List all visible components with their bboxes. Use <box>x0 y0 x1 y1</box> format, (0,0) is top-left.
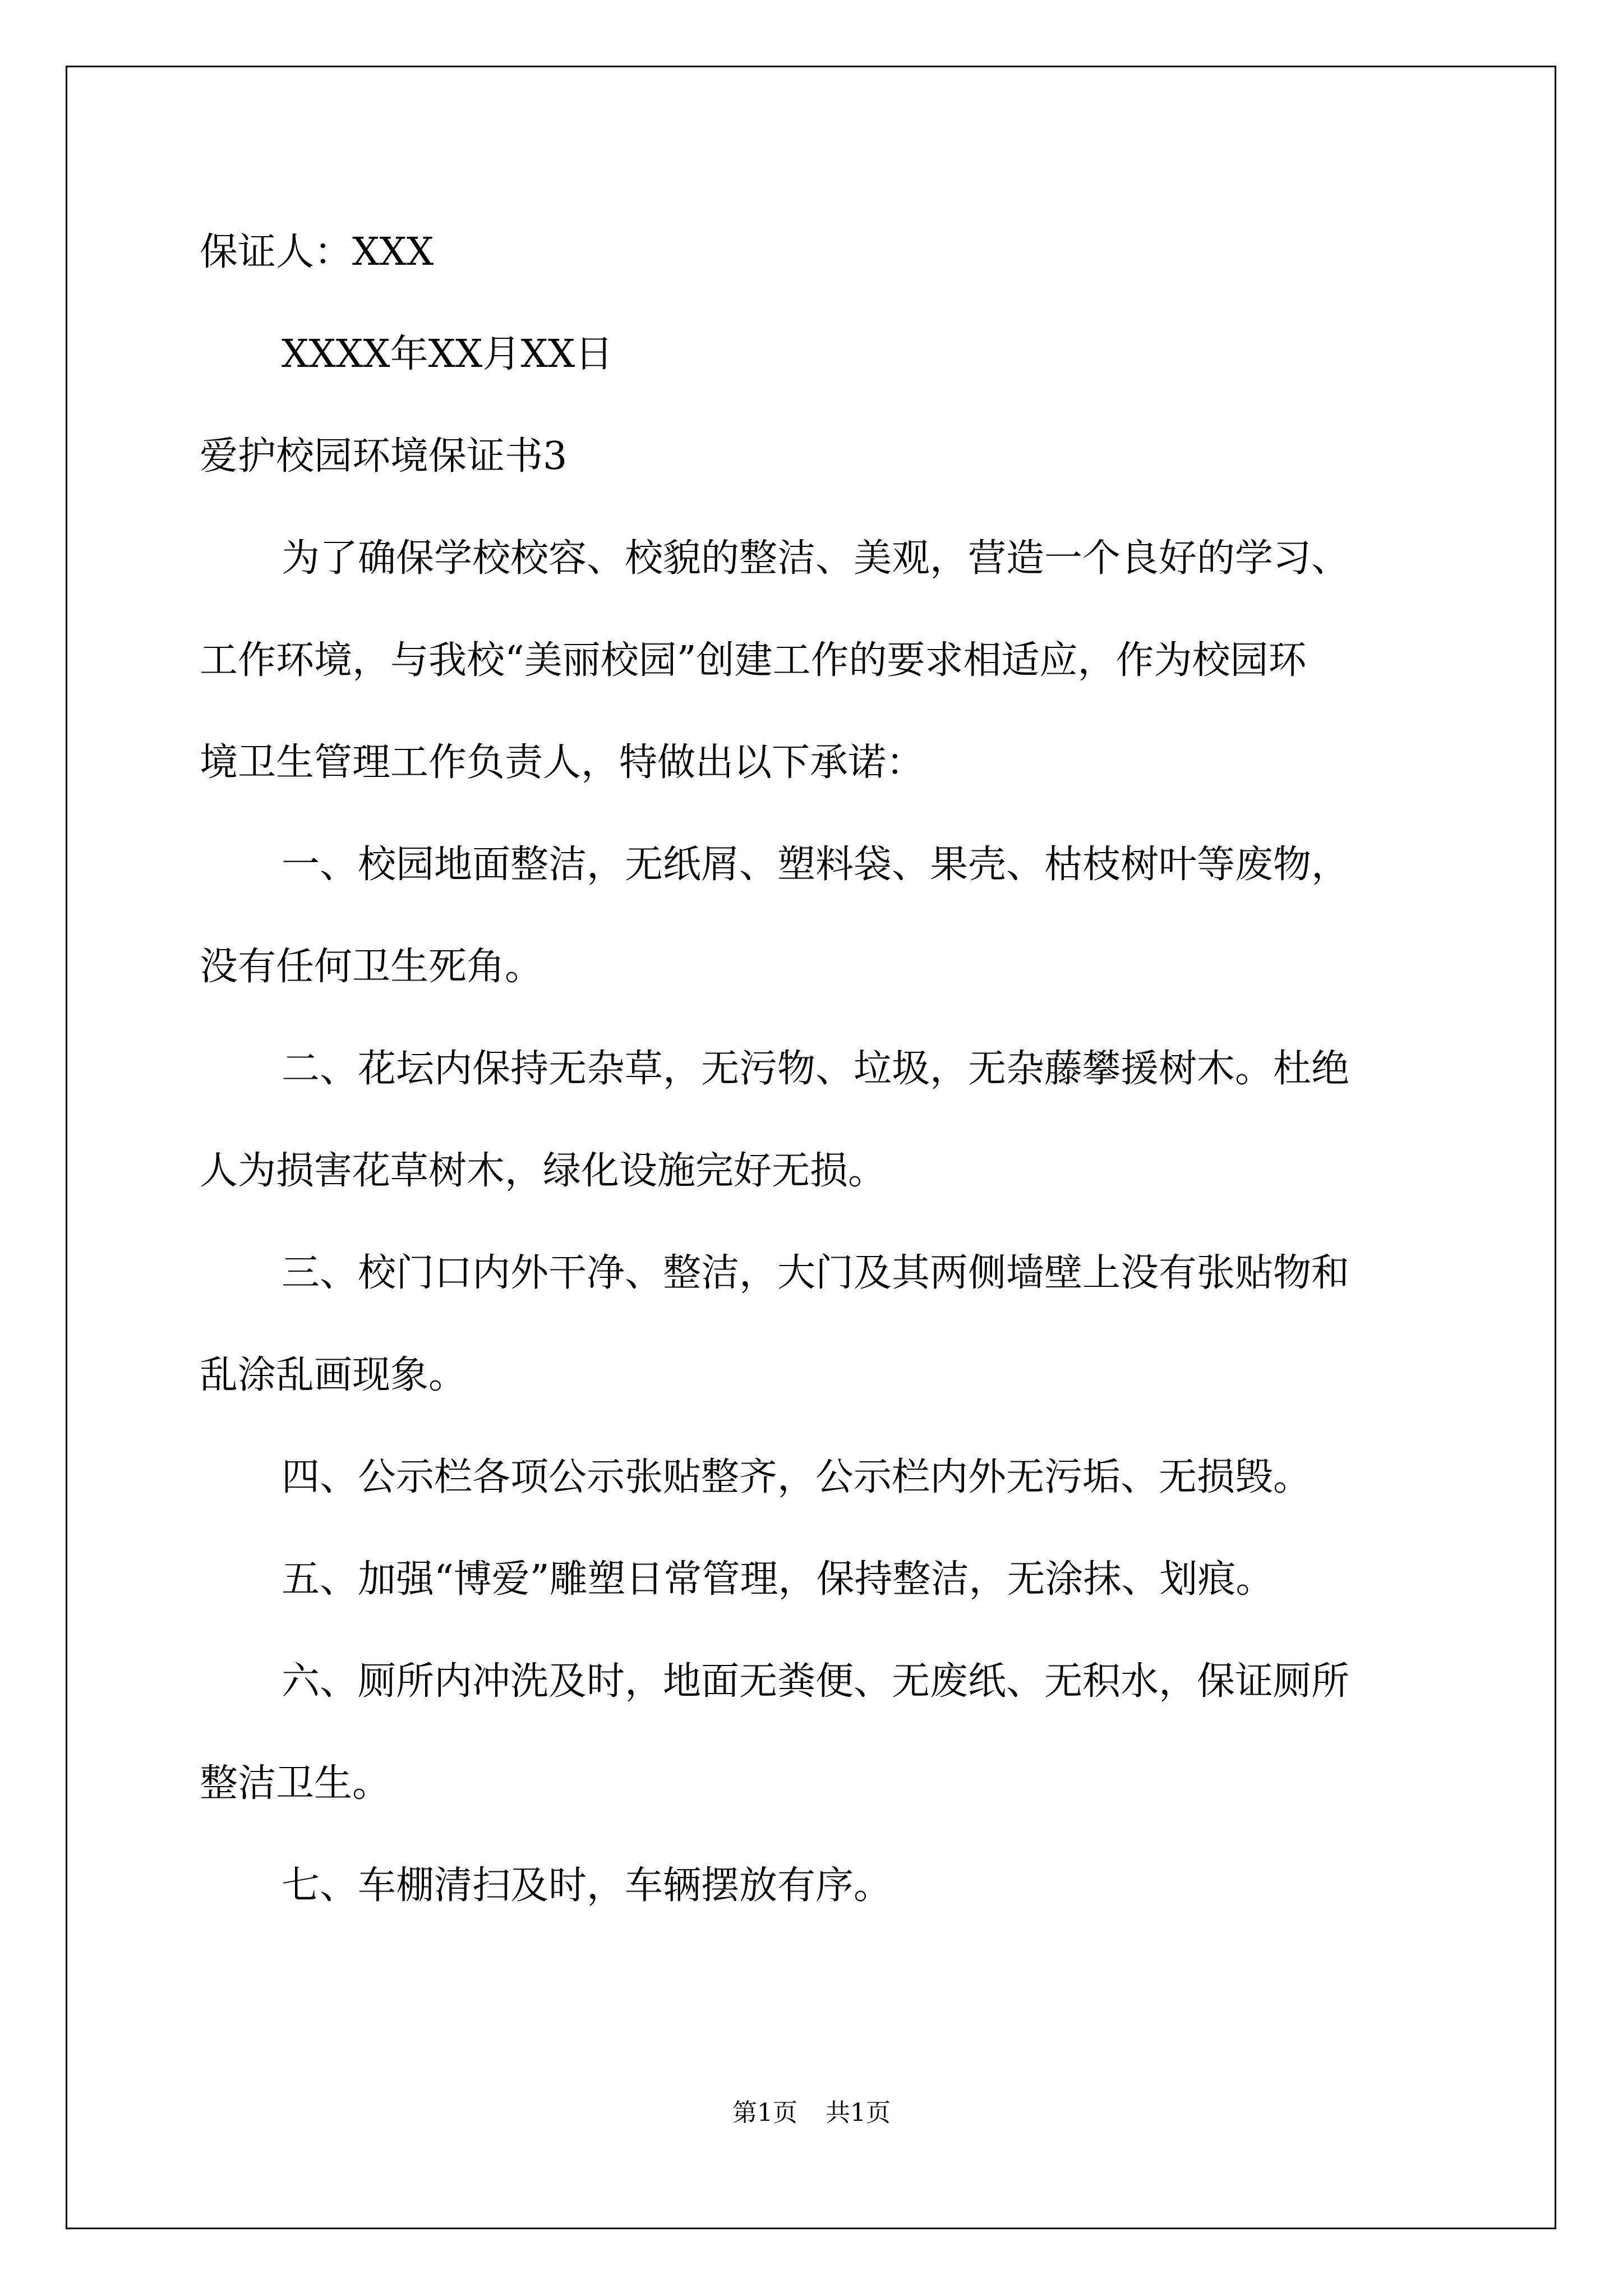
paragraph-line: 乱涂乱画现象。 <box>200 1353 467 1397</box>
paragraph-line: 人为损害花草树木，绿化设施完好无损。 <box>200 1149 887 1193</box>
paragraph-line: 一、校园地面整洁，无纸屑、塑料袋、果壳、枯枝树叶等废物， <box>282 843 1350 887</box>
guarantor-line: 保证人：XXX <box>200 230 434 274</box>
paragraph-line: 工作环境，与我校“美丽校园”创建工作的要求相适应，作为校园环 <box>200 638 1307 683</box>
paragraph-line: 五、加强“博爱”雕塑日常管理，保持整洁，无涂抹、划痕。 <box>282 1557 1274 1602</box>
paragraph-line: 六、厕所内冲洗及时，地面无粪便、无废纸、无积水，保证厕所 <box>282 1659 1350 1704</box>
section-title: 爱护校园环境保证书3 <box>200 434 568 478</box>
page-total: 共1页 <box>826 2099 891 2127</box>
paragraph-line: 七、车棚清扫及时，车辆摆放有序。 <box>282 1864 892 1908</box>
paragraph-line: 三、校门口内外干净、整洁，大门及其两侧墙壁上没有张贴物和 <box>282 1251 1350 1295</box>
document-body <box>200 219 1433 1954</box>
page-footer <box>0 2096 1623 2130</box>
paragraph-line: 为了确保学校校容、校貌的整洁、美观，营造一个良好的学习、 <box>282 536 1350 581</box>
paragraph-line: 二、花坛内保持无杂草，无污物、垃圾，无杂藤攀援树木。杜绝 <box>282 1047 1350 1091</box>
page-current: 第1页 <box>732 2099 797 2127</box>
paragraph-line: 四、公示栏各项公示张贴整齐，公示栏内外无污垢、无损毁。 <box>282 1455 1312 1499</box>
paragraph-line: 整洁卫生。 <box>200 1761 391 1806</box>
date-line: XXXX年XX月XX日 <box>282 332 614 376</box>
paragraph-line: 没有任何卫生死角。 <box>200 945 543 989</box>
paragraph-line: 境卫生管理工作负责人，特做出以下承诺： <box>200 740 925 785</box>
